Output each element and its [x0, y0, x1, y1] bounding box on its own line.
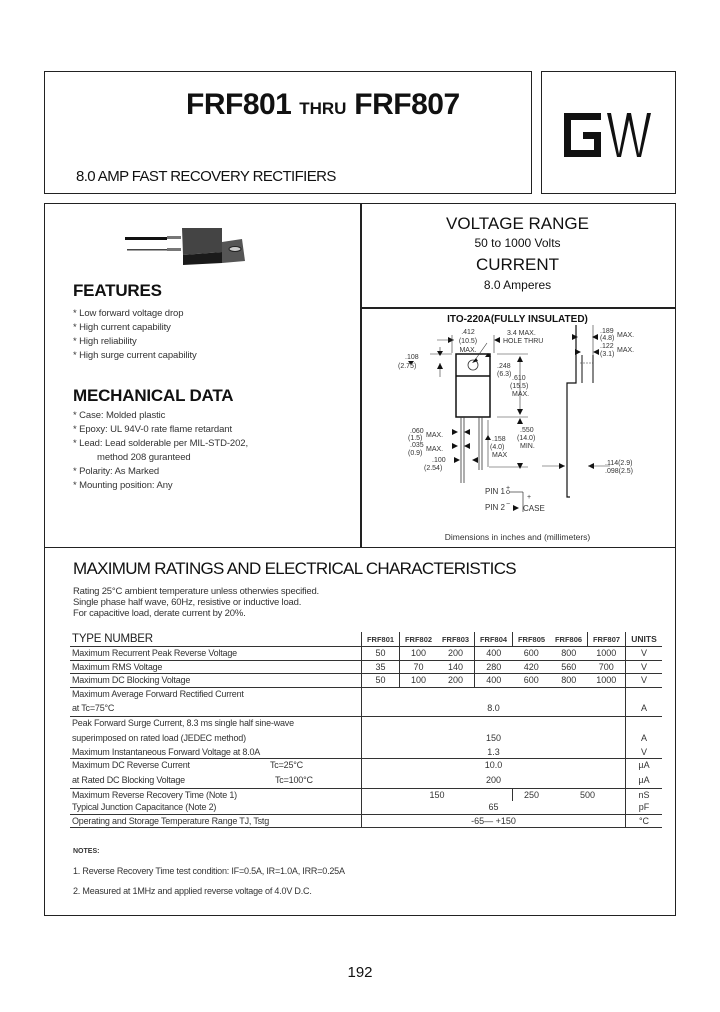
table-row — [70, 674, 662, 688]
param-label: at Tc=75°C — [72, 703, 115, 713]
footnote: 1. Reverse Recovery Time test condition: IF=0.5A, IR=1.0A, IRR=0.25A — [73, 866, 345, 876]
svg-text:MAX.: MAX. — [459, 347, 477, 354]
cell-unit: °C — [626, 814, 663, 828]
cell-value: 400 — [475, 647, 513, 661]
table-row — [70, 647, 662, 661]
thru-label: THRU — [299, 99, 347, 118]
current-value: 8.0 Amperes — [483, 278, 552, 292]
ratings-heading: MAXIMUM RATINGS AND ELECTRICAL CHARACTERISTICS — [73, 559, 516, 578]
cell-value: 420 — [513, 660, 551, 674]
svg-text:−: − — [506, 501, 511, 508]
cell-value: 600 — [513, 674, 551, 688]
svg-text:MAX.: MAX. — [512, 391, 530, 398]
param-label: Maximum Average Forward Rectified Current — [70, 687, 362, 700]
svg-text:.098(2.5): .098(2.5) — [605, 468, 634, 475]
cell-unit: V — [626, 647, 663, 661]
param-label: Maximum Reverse Recovery Time (Note 1) — [70, 788, 362, 801]
param-label: at Rated DC Blocking Voltage Tc=100°C — [72, 774, 313, 785]
table-row — [70, 730, 662, 746]
svg-text:.412: .412 — [461, 329, 475, 336]
mechanical-item: method 208 guranteed — [97, 452, 191, 463]
cell-value: 1000 — [588, 674, 626, 688]
rating-condition: For capacitive load, derate current by 20%. — [73, 608, 246, 619]
svg-text:(14.0): (14.0) — [517, 435, 536, 442]
param-label: Maximum DC Blocking Voltage — [70, 674, 362, 688]
svg-text:.248: .248 — [497, 363, 511, 370]
rating-conditions — [73, 586, 319, 619]
svg-text:.610: .610 — [512, 375, 526, 382]
svg-text:(2.54): (2.54) — [424, 465, 443, 472]
dimensions-note: Dimensions in inches and (millimeters) — [444, 532, 591, 542]
units-header: UNITS — [626, 632, 663, 647]
param-label: Operating and Storage Temperature Range TJ, Tstg — [70, 814, 362, 828]
package-title: ITO-220A(FULLY INSULATED) — [447, 314, 588, 325]
cell-unit: nS — [626, 788, 663, 801]
mechanical-heading: MECHANICAL DATA — [73, 386, 234, 405]
svg-text:(3.1): (3.1) — [600, 351, 615, 358]
page-title — [186, 88, 460, 122]
column-header: FRF804 — [475, 632, 513, 647]
cell-value: 10.0 — [362, 759, 626, 772]
package-dimension-drawing — [360, 325, 676, 525]
cell-unit: A — [626, 700, 663, 717]
svg-text:.158: .158 — [492, 436, 506, 443]
table-row — [70, 759, 662, 772]
column-header: FRF803 — [441, 634, 470, 644]
cell-value: -65— +150 — [362, 814, 626, 828]
svg-text:+: + — [506, 485, 511, 492]
rating-condition: Rating 25°C ambient temperature unless otherwies specified. — [73, 586, 319, 597]
mechanical-item: * Case: Molded plastic — [73, 410, 166, 421]
mechanical-item: * Mounting position: Any — [73, 480, 173, 491]
svg-text:MAX.: MAX. — [617, 332, 635, 339]
svg-text:(4.8): (4.8) — [600, 335, 615, 342]
svg-text:MAX.: MAX. — [617, 347, 635, 354]
voltage-range-heading: VOLTAGE RANGE — [446, 214, 589, 233]
column-header: FRF806 — [554, 634, 583, 644]
table-row — [70, 746, 662, 759]
cell-value: 500 — [550, 788, 626, 801]
cell-value: 200 — [437, 674, 475, 688]
current-heading: CURRENT — [475, 255, 560, 274]
param-label: Maximum DC Reverse Current Tc=25°C — [70, 759, 362, 772]
cell-value: 200 — [437, 647, 475, 661]
summary-divider — [360, 307, 676, 309]
cell-value: 1.3 — [362, 746, 626, 759]
cell-unit: V — [626, 746, 663, 759]
voltage-range-value: 50 to 1000 Volts — [474, 236, 561, 250]
svg-text:3.4 MAX.: 3.4 MAX. — [507, 330, 536, 337]
svg-text:PIN 2: PIN 2 — [485, 503, 506, 512]
svg-text:.189: .189 — [600, 328, 614, 335]
svg-text:(0.9): (0.9) — [408, 450, 423, 457]
svg-text:MAX.: MAX. — [426, 446, 444, 453]
cell-value: 50 — [362, 647, 400, 661]
page-subtitle: 8.0 AMP FAST RECOVERY RECTIFIERS — [76, 168, 336, 185]
ratings-table — [70, 632, 662, 828]
svg-text:CASE: CASE — [523, 504, 545, 513]
part-last: FRF807 — [354, 88, 460, 121]
svg-text:MAX.: MAX. — [426, 432, 444, 439]
notes-heading: NOTES: — [73, 848, 100, 855]
cell-unit: µA — [626, 759, 663, 772]
mechanical-item: * Lead: Lead solderable per MIL-STD-202, — [73, 438, 249, 449]
svg-text:.108: .108 — [405, 354, 419, 361]
svg-text:.035: .035 — [410, 442, 424, 449]
cell-value: 65 — [362, 801, 626, 814]
feature-item: * Low forward voltage drop — [73, 308, 184, 319]
param-label: Maximum RMS Voltage — [70, 660, 362, 674]
cell-value: 700 — [588, 660, 626, 674]
cell-value: 100 — [400, 674, 438, 688]
gw-logo-icon — [561, 110, 657, 160]
cell-value: 280 — [475, 660, 513, 674]
cell-unit: A — [626, 730, 663, 746]
part-first: FRF801 — [186, 88, 292, 121]
table-row — [70, 700, 662, 717]
cell-value: 1000 — [588, 647, 626, 661]
table-row — [70, 772, 662, 789]
cell-value: 800 — [550, 647, 588, 661]
svg-text:.100: .100 — [432, 457, 446, 464]
cell-value: 70 — [400, 660, 438, 674]
table-row — [70, 788, 662, 801]
svg-text:.114(2.9): .114(2.9) — [605, 460, 633, 467]
param-label: Typical Junction Capacitance (Note 2) — [72, 802, 217, 813]
svg-text:(6.3): (6.3) — [497, 371, 512, 378]
table-row — [70, 660, 662, 674]
mechanical-item: * Polarity: As Marked — [73, 466, 160, 477]
rectifier-component-icon — [125, 225, 265, 267]
cell-unit: V — [626, 660, 663, 674]
features-heading: FEATURES — [73, 281, 162, 300]
table-row — [70, 717, 662, 730]
table-row — [70, 814, 662, 828]
svg-text:.060: .060 — [410, 428, 424, 435]
svg-text:+: + — [527, 494, 532, 501]
table-row — [70, 687, 662, 700]
cell-value: 35 — [362, 660, 400, 674]
cell-value: 800 — [550, 674, 588, 688]
column-header: FRF805 — [513, 632, 551, 647]
feature-item: * High current capability — [73, 322, 171, 333]
cell-value: 150 — [362, 788, 513, 801]
mechanical-item: * Epoxy: UL 94V-0 rate flame retardant — [73, 424, 233, 435]
table-row — [70, 801, 662, 814]
svg-text:.122: .122 — [600, 343, 614, 350]
column-header: FRF801 — [362, 632, 400, 647]
feature-item: * High surge current capability — [73, 350, 197, 361]
param-label: superimposed on rated load (JEDEC method) — [72, 732, 246, 743]
cell-unit: µA — [626, 772, 663, 789]
cell-value: 200 — [362, 772, 626, 789]
svg-text:PIN 1: PIN 1 — [485, 487, 506, 496]
mechanical-list — [73, 409, 248, 493]
cell-unit: pF — [626, 801, 663, 814]
svg-text:(10.5): (10.5) — [458, 338, 478, 345]
footnote: 2. Measured at 1MHz and applied reverse voltage of 4.0V D.C. — [73, 886, 312, 896]
svg-text:HOLE THRU: HOLE THRU — [503, 338, 544, 345]
cell-value: 50 — [362, 674, 400, 688]
svg-text:(4.0): (4.0) — [490, 444, 505, 451]
cell-value: 8.0 — [362, 700, 626, 717]
features-list — [73, 307, 197, 363]
cell-value: 100 — [400, 647, 438, 661]
svg-text:.550: .550 — [520, 427, 534, 434]
column-header: FRF802 — [400, 632, 438, 647]
cell-value: 400 — [475, 674, 513, 688]
svg-text:MAX: MAX — [492, 452, 508, 459]
cell-value: 600 — [513, 647, 551, 661]
feature-item: * High reliability — [73, 336, 137, 347]
cell-unit: V — [626, 674, 663, 688]
param-label: Maximum Recurrent Peak Reverse Voltage — [70, 647, 362, 661]
svg-text:(2.75): (2.75) — [398, 363, 417, 370]
page-number: 192 — [347, 964, 373, 981]
param-label: Peak Forward Surge Current, 8.3 ms single half sine-wave — [70, 717, 362, 730]
svg-text:MIN.: MIN. — [520, 443, 535, 450]
rating-condition: Single phase half wave, 60Hz, resistive or inductive load. — [73, 597, 302, 608]
table-header-row — [70, 632, 662, 647]
cell-value: 250 — [513, 788, 551, 801]
svg-text:(1.5): (1.5) — [408, 435, 423, 442]
cell-value: 150 — [362, 730, 626, 746]
param-label: Maximum Instantaneous Forward Voltage at 8.0A — [72, 746, 261, 757]
svg-text:(15.5): (15.5) — [510, 383, 529, 390]
type-number-label: TYPE NUMBER — [72, 633, 153, 645]
cell-value: 560 — [550, 660, 588, 674]
cell-value: 140 — [437, 660, 475, 674]
column-header: FRF807 — [588, 632, 626, 647]
